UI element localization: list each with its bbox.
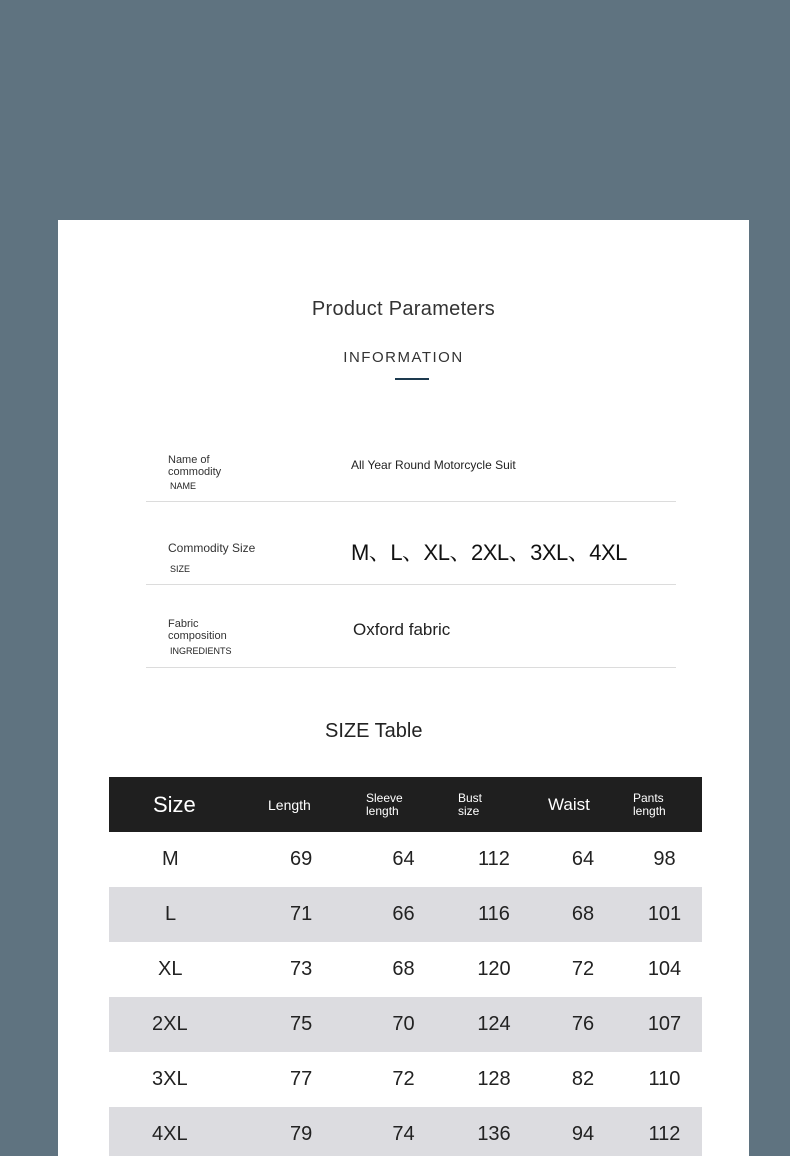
info-value: M、L、XL、2XL、3XL、4XL <box>351 540 627 565</box>
cell-sleeve-length: 74 <box>358 1107 449 1156</box>
page-title: Product Parameters <box>311 298 496 320</box>
cell-size: L <box>109 887 268 942</box>
cell-bust-size: 116 <box>449 887 539 942</box>
cell-pants-length: 112 <box>627 1107 702 1156</box>
cell-pants-length: 104 <box>647 958 682 980</box>
table-row <box>109 887 702 942</box>
table-row <box>109 942 702 997</box>
cell-length: 71 <box>268 887 358 942</box>
cell-waist: 64 <box>571 848 595 870</box>
cell-length: 79 <box>268 1107 358 1156</box>
cell-bust-size: 124 <box>449 997 539 1052</box>
cell-sleeve-length: 66 <box>358 887 449 942</box>
cell-pants-length: 101 <box>627 887 702 942</box>
cell-bust-size: 136 <box>449 1107 539 1156</box>
info-label: Fabric composition <box>168 618 227 642</box>
cell-waist: 94 <box>539 1107 627 1156</box>
info-label: Name of commodity <box>168 454 222 478</box>
cell-size: 3XL <box>152 1068 188 1090</box>
title-underline <box>395 378 429 380</box>
cell-size: XL <box>158 958 183 980</box>
product-parameters-card <box>58 220 749 1156</box>
cell-waist: 76 <box>539 997 627 1052</box>
info-row-size <box>146 502 676 585</box>
cell-length: 75 <box>268 997 358 1052</box>
cell-bust-size: 120 <box>477 958 511 980</box>
cell-size: 4XL <box>109 1107 268 1156</box>
size-table <box>109 777 702 1156</box>
cell-sleeve-length: 72 <box>392 1068 415 1090</box>
column-header-length: Length <box>268 777 358 832</box>
cell-waist: 82 <box>571 1068 595 1090</box>
cell-sleeve-length: 68 <box>392 958 415 980</box>
column-header-waist: Waist <box>539 777 627 832</box>
table-row <box>109 1052 702 1107</box>
info-row-fabric <box>146 585 676 668</box>
section-subtitle: INFORMATION <box>343 349 464 366</box>
size-table-title: SIZE Table <box>325 720 423 742</box>
table-row <box>109 997 702 1052</box>
info-row-name <box>146 440 676 502</box>
info-value: Oxford fabric <box>353 620 451 639</box>
cell-pants-length: 107 <box>627 997 702 1052</box>
cell-bust-size: 128 <box>477 1068 511 1090</box>
cell-size: 2XL <box>109 997 268 1052</box>
column-header-size: Size <box>109 777 268 832</box>
column-header-pants-length: Pants length <box>627 777 702 832</box>
cell-size: M <box>162 848 179 870</box>
table-header-row <box>109 777 702 832</box>
column-header-sleeve-length: Sleeve length <box>358 777 449 832</box>
cell-sleeve-length: 64 <box>392 848 415 870</box>
column-header-bust-size: Bust size <box>449 777 539 832</box>
table-row <box>109 1107 702 1156</box>
cell-length: 73 <box>290 958 313 980</box>
cell-waist: 68 <box>539 887 627 942</box>
cell-length: 69 <box>290 848 313 870</box>
info-value: All Year Round Motorcycle Suit <box>351 458 516 472</box>
table-row <box>109 832 702 887</box>
cell-pants-length: 98 <box>653 848 676 870</box>
info-sublabel: INGREDIENTS <box>170 646 232 656</box>
cell-waist: 72 <box>571 958 595 980</box>
cell-length: 77 <box>290 1068 313 1090</box>
info-sublabel: NAME <box>170 481 197 491</box>
cell-sleeve-length: 70 <box>358 997 449 1052</box>
info-label: Commodity Size <box>168 541 256 555</box>
info-sublabel: SIZE <box>170 564 191 574</box>
cell-bust-size: 112 <box>478 848 510 870</box>
cell-pants-length: 110 <box>648 1068 681 1090</box>
